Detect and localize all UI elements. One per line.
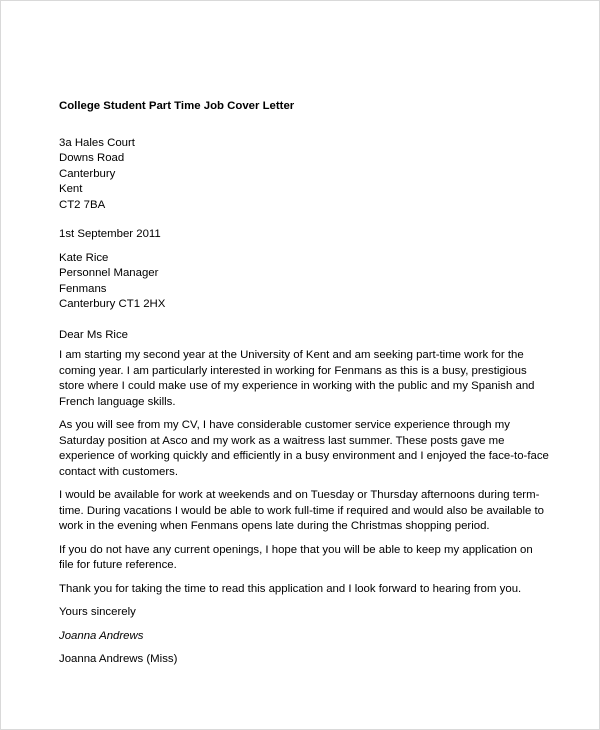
letter-body: [59, 99, 549, 668]
salutation: Dear Ms Rice: [59, 328, 128, 341]
letter-title: College Student Part Time Job Cover Letter: [59, 100, 295, 112]
recipient-line: Personnel Manager: [59, 267, 159, 279]
sender-address: [59, 136, 549, 214]
recipient-line: Kate Rice: [59, 251, 109, 264]
paragraph: I would be available for work at weekends and on Tuesday or Thursday afternoons during term-time. During vacations I would be able to work full-time if required and would also be available to work in the evening when Fenmans opens late during the Christmas shopping period.: [59, 489, 544, 532]
letter-date: 1st September 2011: [59, 228, 161, 240]
address-line: CT2 7BA: [59, 198, 106, 211]
address-line: Kent: [59, 183, 83, 195]
recipient-line: Fenmans: [59, 282, 107, 295]
signed-name: Joanna Andrews (Miss): [59, 653, 178, 665]
recipient-line: Canterbury CT1 2HX: [59, 298, 166, 310]
address-line: Canterbury: [59, 167, 116, 180]
address-line: 3a Hales Court: [59, 136, 135, 149]
paragraph: I am starting my second year at the University of Kent and am seeking part-time work for the coming year. I am particularly interested in working for Fenmans as this is a busy, prestigious store where I could make use of my experience in working with the public and my Spanish and French language skills.: [59, 349, 535, 408]
paragraph: If you do not have any current openings, I hope that you will be able to keep my application on file for future reference.: [59, 543, 533, 571]
signature: Joanna Andrews: [59, 629, 144, 642]
closing: Yours sincerely: [59, 606, 136, 618]
address-line: Downs Road: [59, 152, 125, 164]
paragraph: Thank you for taking the time to read this application and I look forward to hearing from you.: [59, 582, 522, 595]
recipient-address: [59, 251, 549, 313]
paragraph: As you will see from my CV, I have considerable customer service experience through my Saturday position at Asco and my work as a waitress last summer. These posts gave me experience of working quickly and efficiently in a busy environment and I enjoyed the face-to-face contact with customers.: [59, 419, 549, 478]
